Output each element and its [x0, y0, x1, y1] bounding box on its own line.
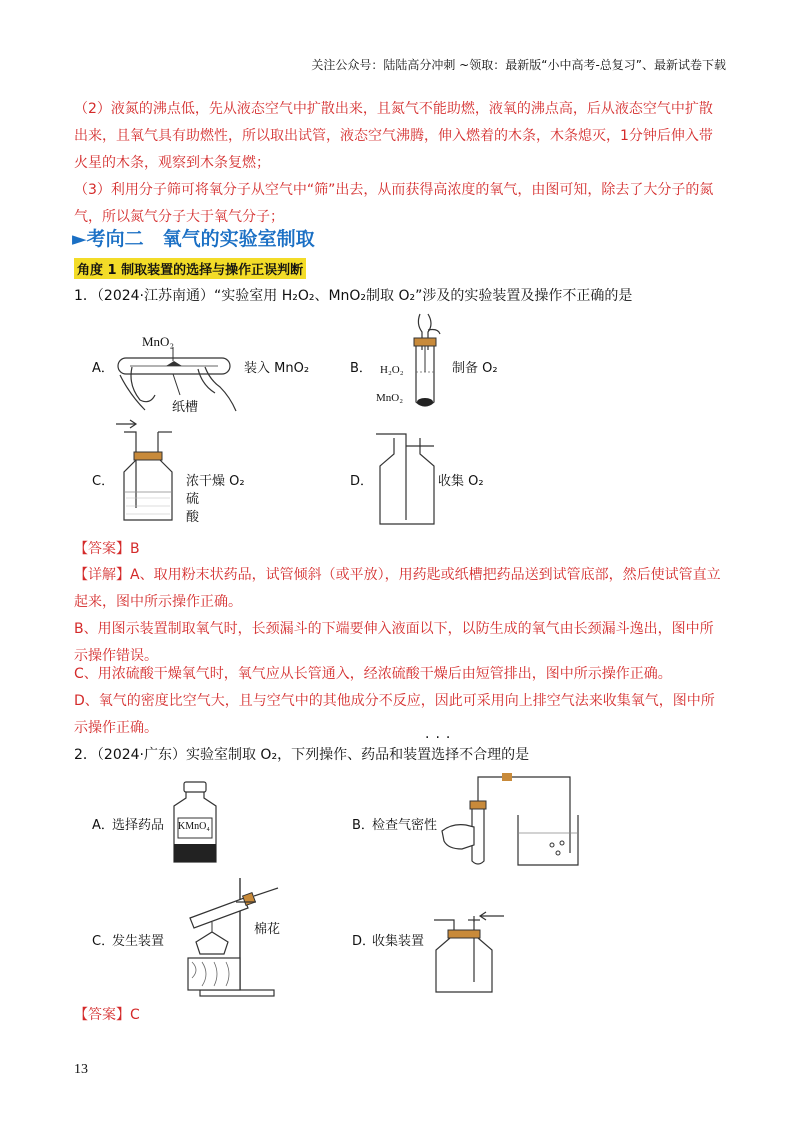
q2-option-d-letter: D． — [352, 934, 376, 949]
q1-explain-a: 【详解】A、取用粉末状药品，试管倾斜（或平放），用药匙或纸槽把药品送到试管底部，然后使试管直立起来，图中所示操作正确。 — [74, 567, 721, 610]
q1-b-h2o2-label: H₂O₂ — [380, 364, 404, 376]
q2-option-a-label: 选择药品 — [112, 818, 165, 833]
q1-figure-b-generator — [408, 310, 448, 420]
question-1-stem: 1．（2024·江苏南通）“实验室用 H₂O₂、MnO₂制取 O₂”涉及的实验装置及操作不正确的是 — [74, 288, 633, 304]
q2-c-cotton-label: 棉花 — [254, 922, 281, 937]
q1-option-b-label: 制备 O₂ — [452, 361, 498, 376]
q1-option-a-letter: A． — [92, 361, 114, 376]
q2-option-b-letter: B． — [352, 818, 374, 833]
q2-option-d-label: 收集装置 — [372, 934, 425, 949]
page-number: 13 — [74, 1062, 88, 1077]
q1-a-mno2-label: MnO₂ — [142, 334, 174, 349]
q2-figure-d-collection-bottle — [430, 908, 510, 998]
q2-option-b-label: 检查气密性 — [372, 818, 438, 833]
q2-option-c-letter: C． — [92, 934, 115, 949]
q1-a-trough-label: 纸槽 — [172, 400, 199, 415]
angle-heading: 角度 1 制取装置的选择与操作正误判断 — [74, 258, 306, 279]
q1-figure-d-gas-jar — [372, 428, 442, 528]
q1-figure-c-drying-bottle — [112, 420, 182, 530]
q1-option-c-label: 浓干燥 O₂ — [186, 474, 245, 489]
q2-emphasis-dots: ··· — [425, 730, 457, 746]
q2-option-a-letter: A． — [92, 818, 114, 833]
q1-c-acid-label-1: 硫 — [186, 492, 200, 507]
q1-option-d-letter: D． — [350, 474, 374, 489]
q1-option-d-label: 收集 O₂ — [438, 474, 484, 489]
q2-figure-c-generator — [180, 874, 280, 1000]
section-heading: ►考向二 氧气的实验室制取 — [72, 228, 315, 250]
page-header: 关注公众号：陆陆高分冲刺 ~领取：最新版“小中高考-总复习”、最新试卷下载 — [311, 58, 726, 72]
q2-a-kmno4-label: KMnO₄ — [178, 821, 210, 832]
answer-paragraph-3: （3）利用分子筛可将氧分子从空气中“筛”出去，从而获得高浓度的氧气，由图可知，除去了大分子的氮气，所以氮气分子大于氧气分子； — [74, 182, 714, 225]
q1-c-acid-label-2: 酸 — [186, 510, 200, 525]
q2-option-c-label: 发生装置 — [112, 934, 165, 949]
question-2-stem: 2．（2024·广东）实验室制取 O₂，下列操作、药品和装置选择不合理的是 — [74, 747, 530, 763]
q1-option-a-label: 装入 MnO₂ — [244, 361, 310, 376]
q1-answer: 【答案】B — [74, 541, 140, 557]
q1-option-b-letter: B． — [350, 361, 372, 376]
q1-b-mno2-label: MnO₂ — [376, 392, 404, 404]
q1-explain-d: D、氧气的密度比空气大，且与空气中的其他成分不反应，因此可采用向上排空气法来收集氧气，图中所示操作正确。 — [74, 693, 715, 736]
q1-explain-b: B、用图示装置制取氧气时，长颈漏斗的下端要伸入液面以下，以防生成的氧气由长颈漏斗逸出，图中所示操作错误。 — [74, 621, 714, 664]
q2-answer: 【答案】C — [74, 1007, 140, 1023]
q2-figure-b-airtightness — [440, 765, 580, 869]
q1-option-c-letter: C． — [92, 474, 115, 489]
q1-explain-c: C、用浓硫酸干燥氧气时，氧气应从长管通入，经浓硫酸干燥后由短管排出，图中所示操作正确。 — [74, 666, 672, 682]
answer-paragraph-2: （2）液氮的沸点低，先从液态空气中扩散出来，且氮气不能助燃，液氧的沸点高，后从液态空气中扩散出来，且氧气具有助燃性，所以取出试管，液态空气沸腾，伸入燃着的木条，木条熄灭，1分钟后伸入带火星的木条，观察到木条复燃； — [74, 101, 713, 171]
